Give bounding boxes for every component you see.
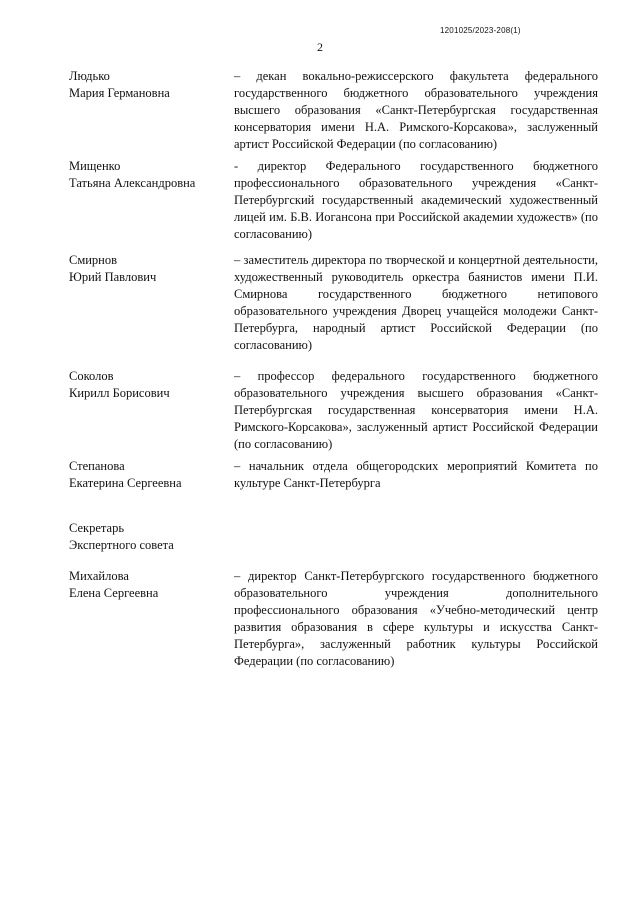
member-name (69, 158, 229, 192)
secretary-heading-text (69, 520, 229, 554)
member-given-name: Юрий Павлович (69, 270, 157, 284)
member-name (69, 68, 229, 102)
member-given-name: Кирилл Борисович (69, 386, 170, 400)
member-surname: Людько (69, 69, 110, 83)
member-description: – профессор федерального государственного бюджетного образовательного учреждения высшего образования «Санкт-Петербургская государственная консерватория имени Н.А. Римского-Корсакова», заслуженный артист Российской Федерации (по согласованию) (234, 369, 598, 451)
member-name (69, 252, 229, 286)
document-registration-number: 1201025/2023-208(1) (440, 26, 521, 35)
secretary-name (69, 568, 229, 602)
member-name (69, 458, 229, 492)
member-description: – декан вокально-режиссерского факультета федерального государственного бюджетного образовательного учреждения высшего образования «Санкт-Петербургская государственная консерватория имени Н.А. Римского-Корсакова», заслуженный артист Российской Федерации (по согласованию) (234, 69, 598, 151)
member-description: - директор Федерального государственного бюджетного профессионального образовательного учреждения «Санкт-Петербургский государственный академический художественный лицей им. Б.В. Иогансона при Российской академии художеств» (по согласованию) (234, 159, 598, 241)
secretary-surname: Михайлова (69, 569, 129, 583)
member-description: – заместитель директора по творческой и концертной деятельности, художественный руководитель оркестра баянистов имени П.И. Смирнова государственного бюджетного нетипового образовательного учреждения Дворец учащейся молодежи Санкт-Петербурга, народный артист Российской Федерации (по согласованию) (234, 253, 598, 352)
member-given-name: Мария Германовна (69, 86, 170, 100)
page-number: 2 (317, 40, 323, 54)
secretary-title: Секретарь (69, 521, 125, 535)
member-surname: Смирнов (69, 253, 118, 267)
member-given-name: Екатерина Сергеевна (69, 476, 182, 490)
member-surname: Степанова (69, 459, 125, 473)
member-description: – начальник отдела общегородских мероприятий Комитета по культуре Санкт-Петербурга (234, 459, 598, 490)
member-surname: Соколов (69, 369, 114, 383)
secretary-council: Экспертного совета (69, 538, 174, 552)
member-name (69, 368, 229, 402)
member-surname: Мищенко (69, 159, 121, 173)
member-given-name: Татьяна Александровна (69, 176, 196, 190)
secretary-description: – директор Санкт-Петербургского государственного бюджетного образовательного учреждения дополнительного профессионального образования «Учебно-методический центр развития образования в сфере культуры и искусства Санкт-Петербурга», заслуженный работник культуры Российской Федерации (по согласованию) (234, 569, 598, 668)
secretary-given-name: Елена Сергеевна (69, 586, 159, 600)
